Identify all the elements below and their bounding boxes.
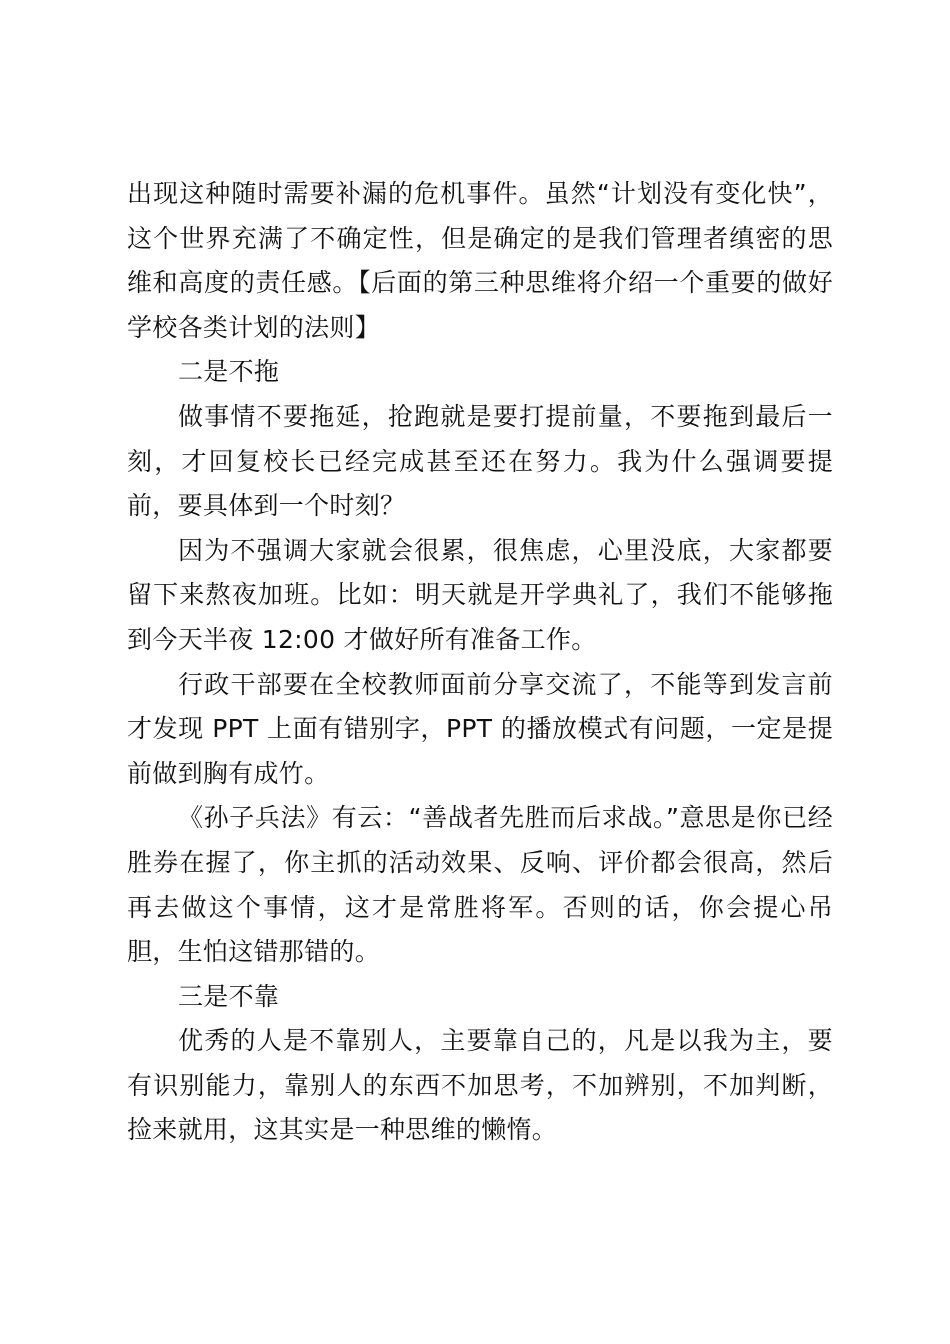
paragraph-reason-for-early: 因为不强调大家就会很累，很焦虑，心里没底，大家都要留下来熬夜加班。比如：明天就是开学典礼了，我们不能够拖到今天半夜 12:00 才做好所有准备工作。 bbox=[127, 535, 833, 654]
heading-no-delay: 二是不拖 bbox=[178, 357, 280, 387]
paragraph-crisis-events: 出现这种随时需要补漏的危机事件。虽然“计划没有变化快”，这个世界充满了不确定性，但是确定的是我们管理者缜密的思维和高度的责任感。【后面的第三种思维将介绍一个重要的做好学校各类计划的法则】 bbox=[127, 179, 833, 342]
document-body bbox=[127, 172, 833, 1153]
paragraph-dont-procrastinate: 做事情不要拖延，抢跑就是要打提前量，不要拖到最后一刻，才回复校长已经完成甚至还在努力。我为什么强调要提前，要具体到一个时刻？ bbox=[127, 401, 833, 521]
heading-no-reliance: 三是不靠 bbox=[178, 981, 280, 1011]
paragraph-self-reliance: 优秀的人是不靠别人，主要靠自己的，凡是以我为主，要有识别能力，靠别人的东西不加思考，不加辨别，不加判断，捡来就用，这其实是一种思维的懒惰。 bbox=[127, 1026, 833, 1145]
paragraph-sunzi-quote: 《孙子兵法》有云：“善战者先胜而后求战。”意思是你已经胜券在握了，你主抓的活动效果、反响、评价都会很高，然后再去做这个事情，这才是常胜将军。否则的话，你会提心吊胆，生怕这错那错的。 bbox=[127, 803, 833, 967]
paragraph-ppt-example: 行政干部要在全校教师面前分享交流了，不能等到发言前才发现 PPT 上面有错别字，PPT 的播放模式有问题，一定是提前做到胸有成竹。 bbox=[127, 669, 833, 788]
